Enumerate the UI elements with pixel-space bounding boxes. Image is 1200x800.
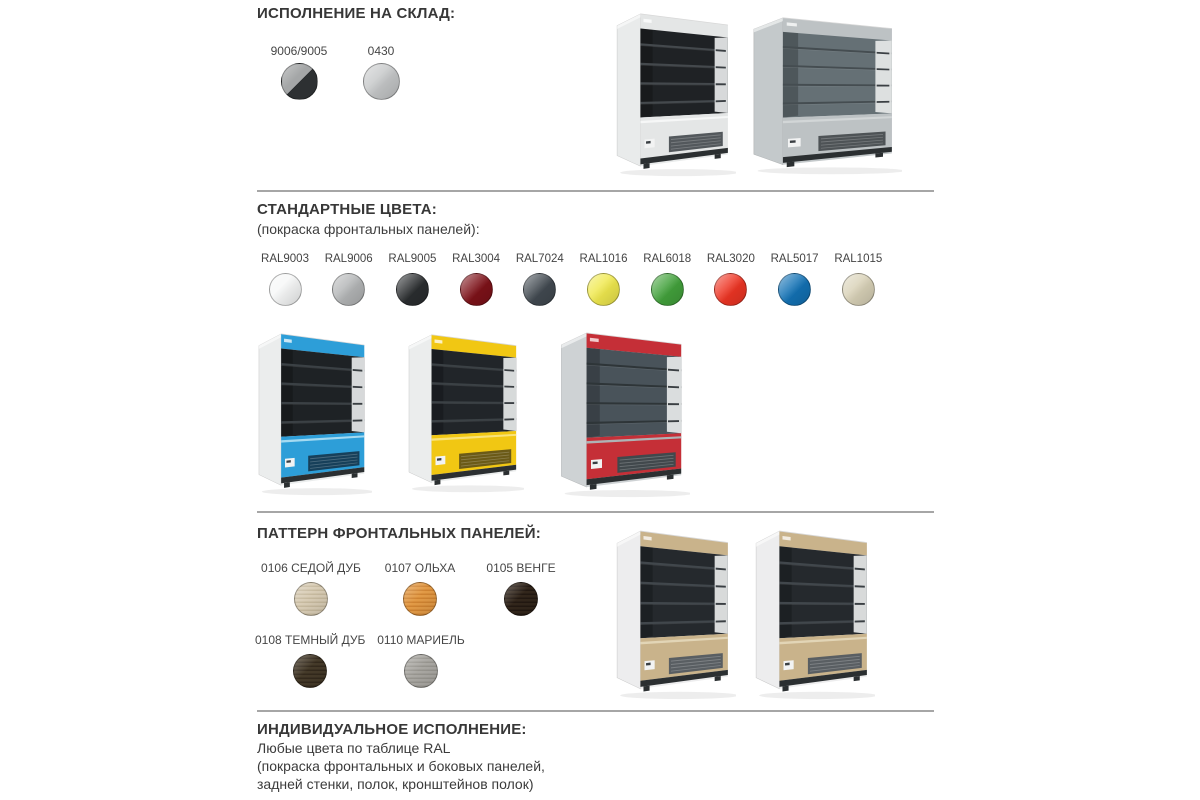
- swatch-circle: [294, 582, 328, 616]
- swatch-label: RAL9005: [388, 253, 437, 265]
- color-swatch-0107: [365, 562, 475, 616]
- color-swatch-0430: [326, 45, 436, 100]
- swatch-label: RAL5017: [770, 253, 819, 265]
- swatch-label: 0106 СЕДОЙ ДУБ: [261, 561, 361, 575]
- standard-colors-subtitle: (покраска фронтальных панелей):: [257, 221, 480, 237]
- swatch-circle: [504, 582, 538, 616]
- cabinet-image-multideck-blue-front: [256, 330, 372, 497]
- color-swatch-0105: [466, 562, 576, 616]
- swatch-label: RAL1016: [579, 253, 628, 265]
- swatch-label: 0108 ТЕМНЫЙ ДУБ: [255, 633, 366, 647]
- color-swatch-0108: [255, 634, 365, 688]
- cabinet-image-multideck-white-black-interior: [614, 10, 736, 178]
- swatch-label: RAL3004: [452, 253, 501, 265]
- swatch-label: 9006/9005: [270, 44, 328, 58]
- cabinet-image-multideck-yellow-front: [406, 331, 524, 494]
- swatch-label: RAL6018: [643, 253, 692, 265]
- section-divider: [257, 710, 934, 712]
- individual-text-line: задней стенки, полок, кронштейнов полок): [257, 776, 534, 792]
- swatch-circle: [404, 654, 438, 688]
- swatch-circle: [403, 582, 437, 616]
- color-swatch-0106: [256, 562, 366, 616]
- individual-text-line: (покраска фронтальных и боковых панелей,: [257, 758, 545, 774]
- cabinet-image-multideck-wood-front-2: [753, 527, 875, 701]
- section-title-stock: ИСПОЛНЕНИЕ НА СКЛАД:: [257, 5, 456, 22]
- swatch-label: RAL1015: [834, 253, 883, 265]
- section-title-individual: ИНДИВИДУАЛЬНОЕ ИСПОЛНЕНИЕ:: [257, 721, 527, 738]
- cabinet-image-multideck-red-front: [558, 329, 690, 499]
- swatch-label: 0110 МАРИЕЛЬ: [377, 633, 465, 647]
- swatch-label: 0430: [367, 44, 395, 58]
- swatch-label: 0105 ВЕНГЕ: [486, 561, 556, 575]
- section-divider: [257, 190, 934, 192]
- swatch-circle: [842, 273, 875, 306]
- swatch-circle: [281, 63, 318, 100]
- section-title-pattern: ПАТТЕРН ФРОНТАЛЬНЫХ ПАНЕЛЕЙ:: [257, 525, 541, 542]
- swatch-label: RAL9006: [324, 253, 373, 265]
- swatch-circle: [363, 63, 400, 100]
- swatch-label: 0107 ОЛЬХА: [384, 561, 456, 575]
- color-swatch-0110: [366, 634, 476, 688]
- swatch-circle: [293, 654, 327, 688]
- individual-text-line: Любые цвета по таблице RAL: [257, 740, 451, 756]
- swatch-label: RAL7024: [515, 253, 564, 265]
- cabinet-image-multideck-wood-front-1: [614, 527, 736, 701]
- section-title-standard-colors: СТАНДАРТНЫЕ ЦВЕТА:: [257, 201, 437, 218]
- section-divider: [257, 511, 934, 513]
- swatch-label: RAL9003: [261, 253, 309, 265]
- swatch-label: RAL3020: [706, 253, 755, 265]
- color-swatch-RAL1015: [803, 253, 913, 306]
- cabinet-image-multideck-gray: [750, 14, 902, 176]
